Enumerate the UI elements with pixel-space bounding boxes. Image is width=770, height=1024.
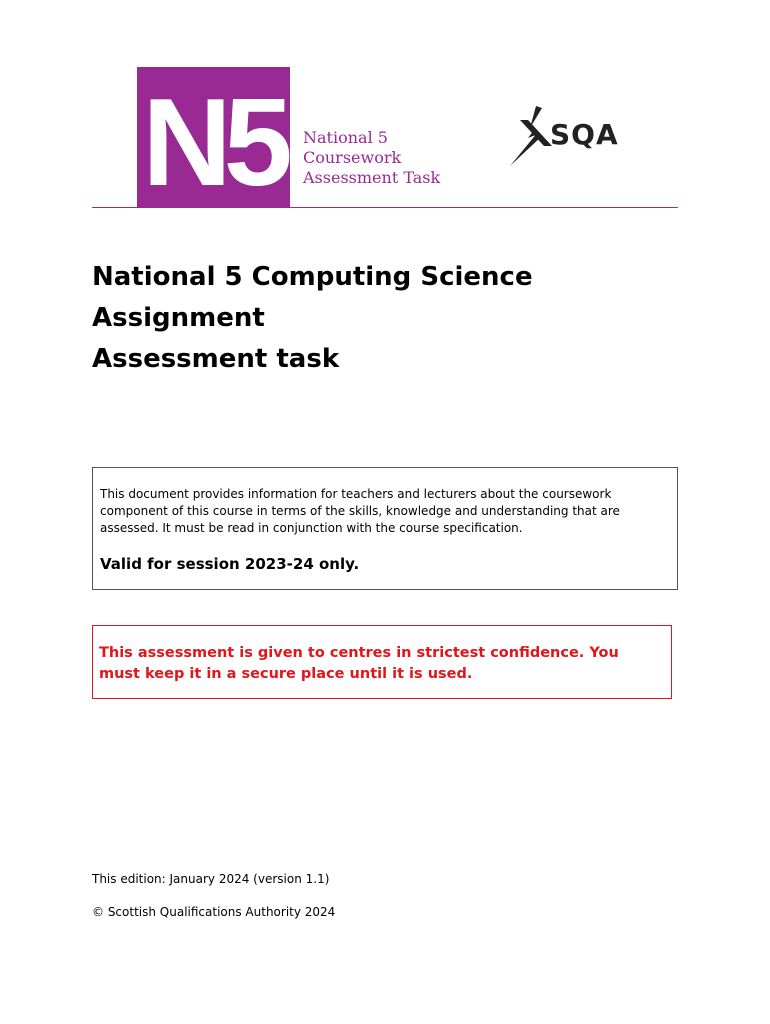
page-title — [92, 257, 533, 380]
info-box — [92, 467, 678, 590]
sqa-logo — [508, 106, 633, 168]
tagline-line-3: Assessment Task — [303, 168, 441, 187]
header-divider — [92, 207, 678, 208]
assessment-tagline — [303, 128, 440, 188]
n5-logo-text: N5 — [142, 74, 285, 212]
title-line-3: Assessment task — [92, 344, 340, 374]
n5-logo — [137, 67, 290, 212]
tagline-line-1: National 5 — [303, 128, 388, 147]
tagline-line-2: Coursework — [303, 148, 402, 167]
copyright-notice: © Scottish Qualifications Authority 2024 — [92, 905, 336, 919]
title-line-2: Assignment — [92, 303, 265, 333]
validity-notice: Valid for session 2023-24 only. — [100, 555, 360, 573]
sqa-logo-text: SQA — [550, 118, 619, 151]
info-text: This document provides information for teachers and lecturers about the coursework component of this course in terms of the skills, knowledge and understanding that are assessed. It must be read in conjunction with the course specification. — [100, 487, 620, 535]
edition-info: This edition: January 2024 (version 1.1) — [92, 872, 330, 886]
title-line-1: National 5 Computing Science — [92, 262, 533, 292]
confidentiality-box — [92, 625, 672, 699]
confidentiality-warning: This assessment is given to centres in strictest confidence. You must keep it in a secure place until it is used. — [99, 645, 619, 682]
